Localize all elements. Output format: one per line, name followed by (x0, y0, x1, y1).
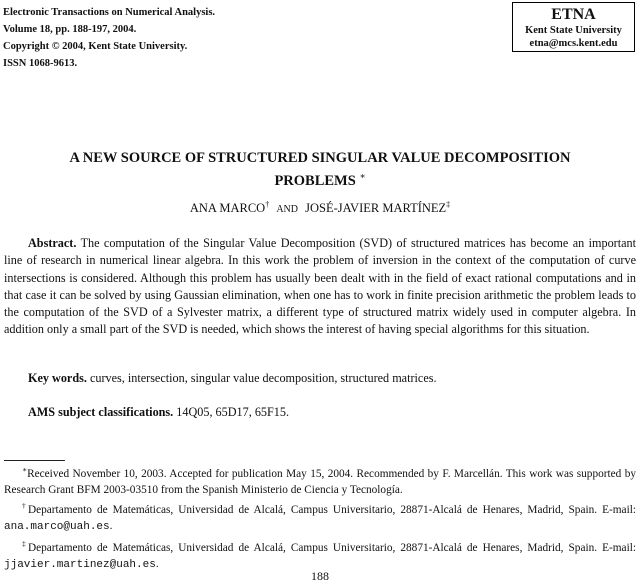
author-1-email-link[interactable]: ana.marco@uah.es (4, 521, 110, 534)
keywords-text: curves, intersection, singular value decomposition, structured matrices. (89, 371, 437, 385)
copyright-line: Copyright © 2004, Kent State University. (3, 41, 188, 52)
title-line-1: A NEW SOURCE OF STRUCTURED SINGULAR VALUE DECOMPOSITION (69, 150, 571, 166)
footnote-rule (4, 460, 65, 461)
journal-name: Electronic Transactions on Numerical Analysis. (3, 7, 216, 18)
footnote-received-text: Received November 10, 2003. Accepted for publication May 15, 2004. Recommended by F. Marcellán. This work was supported by Research Grant BFM 2003-03510 from the Spanish Ministerio de Ciencia y Tecnología. (4, 467, 636, 497)
author-2-name: JOSÉ-JAVIER MARTÍNEZ (305, 201, 447, 216)
footnote-author-1-end: . (109, 520, 113, 533)
footnote-author-2-mark: ‡ (22, 538, 28, 548)
etna-name: ETNA (551, 6, 596, 23)
footnote-author-1-text: Departamento de Matemáticas, Universidad de Alcalá, Campus Universitario, 28871-Alcalá de Henares, Madrid, Spain. E-mail: (27, 504, 636, 517)
paper-title (20, 149, 620, 190)
title-line-2 (20, 167, 620, 190)
abstract-text: The computation of the Singular Value Decomposition (SVD) of structured matrices has become an important line of research in numerical linear algebra. In this work the problem of inversion in the context of the computation of curve intersections is considered. Although this problem has usually been dealt with in the field of exact rational computations and in that case it can be solved by using Gaussian elimination, when one has to work in finite precision arithmetic the problem leads to the computation of the SVD of a Sylvester matrix, a different type of structured matrix widely used in computer algebra. In addition only a small part of the SVD is needed, which shows the interest of having special algorithms for this situation. (4, 236, 636, 337)
publication-info (3, 4, 215, 72)
footnote-received (4, 462, 636, 498)
etna-university: Kent State University (525, 25, 622, 36)
author-1-name: ANA MARCO (189, 201, 266, 216)
title-footnote-mark: ∗ (359, 171, 366, 181)
footnote-author-2-end: . (155, 557, 159, 570)
etna-box (512, 2, 635, 52)
author-2-email-link[interactable]: jjavier.martinez@uah.es (4, 558, 156, 571)
footnote-author-1-mark: † (22, 501, 28, 511)
ams-classifications (28, 405, 289, 420)
abstract-label: Abstract. (28, 236, 77, 250)
ams-label: AMS subject classifications. (28, 405, 174, 419)
ams-text: 14Q05, 65D17, 65F15. (176, 405, 290, 419)
etna-email: etna@mcs.kent.edu (529, 38, 618, 49)
footnote-author-1 (4, 498, 636, 535)
footnote-author-2 (4, 536, 636, 573)
author-and: AND (276, 204, 298, 216)
title-line-2-text: PROBLEMS (274, 172, 356, 189)
keywords (28, 371, 437, 386)
page-number: 188 (311, 569, 329, 583)
volume-info: Volume 18, pp. 188-197, 2004. (3, 24, 137, 35)
abstract (4, 235, 636, 339)
footnotes (4, 462, 636, 573)
author-2-mark: ‡ (446, 200, 451, 209)
author-line (0, 200, 640, 216)
keywords-label: Key words. (28, 371, 87, 385)
author-1-mark: † (265, 200, 270, 209)
issn-line: ISSN 1068-9613. (3, 58, 78, 69)
footnote-author-2-text: Departamento de Matemáticas, Universidad de Alcalá, Campus Universitario, 28871-Alcalá de Henares, Madrid, Spain. E-mail: (27, 541, 636, 554)
footnote-received-mark: ∗ (22, 465, 28, 474)
